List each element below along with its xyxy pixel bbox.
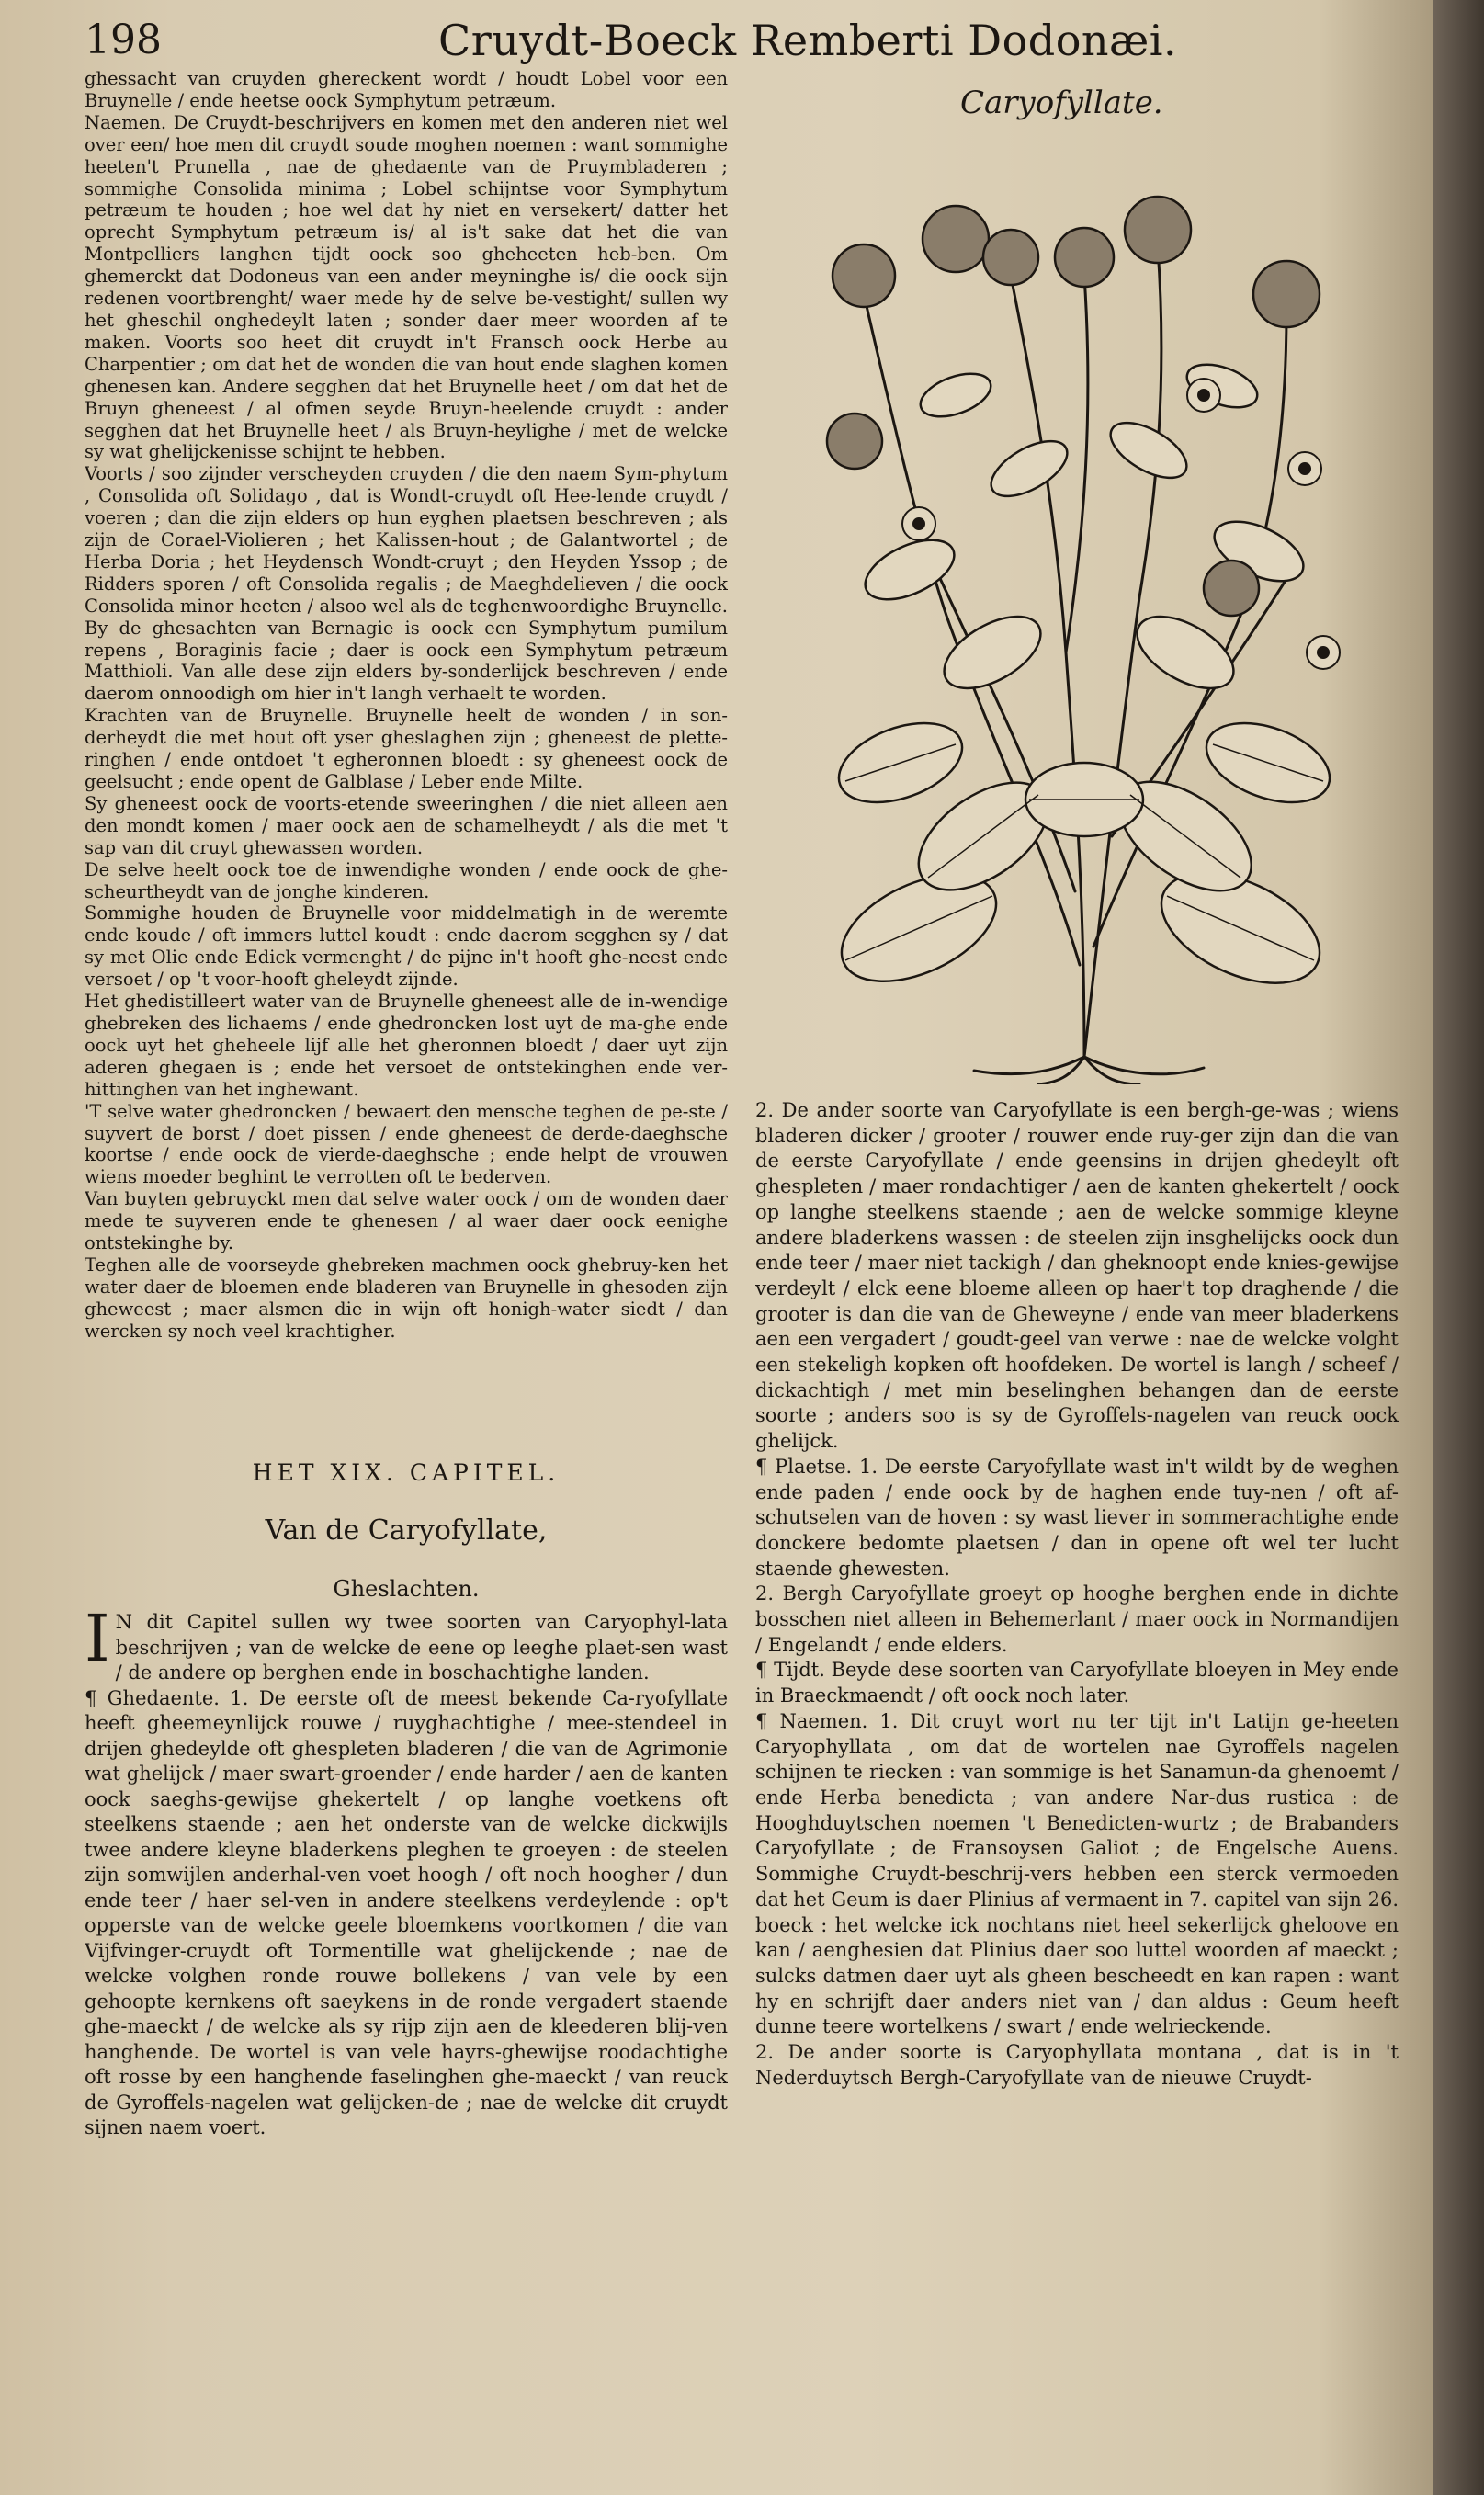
running-title: Cruydt-Boeck Remberti Dodonæi. xyxy=(438,16,1178,65)
left-column-bottom xyxy=(85,1610,728,2244)
page-edge-shadow xyxy=(1433,0,1484,2495)
paragraph: N dit Capitel sullen wy twee soorten van Caryophyl-lata beschrijven ; van de welcke de eene op leeghe plaet-sen wast / de andere op berghen ende in boschachtighe landen. xyxy=(115,1611,728,1684)
paragraph: ¶ Plaetse. 1. De eerste Caryofyllate wast in't wildt by de weghen ende paden / ende oock by de haghen ende tuy-nen / oft af-schutselen van de hoven : sy wast liever in sommerachtighe ende donckere bedomte plaetsen / dan in opene oft wel ter lucht staende ghewesten. xyxy=(755,1455,1399,1580)
figure-caption: Caryofyllate. xyxy=(960,85,1163,121)
chapter-heading: HET XIX. CAPITEL. xyxy=(252,1459,561,1486)
plant-woodcut-figure xyxy=(809,138,1360,1084)
paragraph: Sommighe houden de Bruynelle voor middelmatigh in de weremte ende koude / oft immers luttel koudt : ende daerom segghen sy / dat sy met Olie ende Edick vermenght / de pijne in't hooft ghe-neest ende versoet / op 't voor-hooft gheleydt zijnde. xyxy=(85,902,728,991)
page-header xyxy=(85,11,1408,70)
paragraph: Krachten van de Bruynelle. Bruynelle heelt de wonden / in son-derheydt die met hout oft yser gheslaghen zijn ; gheneest de plette-ringhen / ende ontdoet 't egheronnen bloedt : sy gheneest oock de geelsucht ; ende opent de Galblase / Leber ende Milte. xyxy=(85,705,728,792)
paragraph: ¶ Naemen. 1. Dit cruyt wort nu ter tijt in't Latijn ge-heeten Caryophyllata , om dat de wortelen nae Gyroffels nagelen schijnen te riecken : van sommige is het Sanamun-da ghenoemt / ende Herba benedicta ; van andere Nar-dus rustica : de Hooghduytschen noemen 't Benedicten-wurtz ; de Brabanders Caryofyllate ; de Fransoysen Galiot ; de Engelsche Auens. Sommighe Cruydt-beschrij-vers hebben een sterck vermoeden dat het Geum is daer Plinius af vermaent in 7. capitel van sijn 26. boeck : het welcke ick nochtans niet heel sekerlijck gheloove en kan / aenghesien dat Plinius daer soo luttel woorden af maeckt ; sulcks datmen daer uyt als gheen bescheedt en kan rapen : want hy en schrijft daer anders niet van / dan aldus : Geum heeft dunne teere wortelkens / swart / ende welrieckende. xyxy=(755,1709,1399,2038)
page-number: 198 xyxy=(85,17,162,63)
paragraph: Voorts / soo zijnder verscheyden cruyden / die den naem Sym-phytum , Consolida oft Solidago , dat is Wondt-cruydt oft Hee-lende cruydt / voeren ; dan die zijn elders op hun eyghen plaetsen beschreven ; als zijn de Corael-Violieren ; het Kalissen-hout ; de Galantwortel ; de Herba Doria ; het Heydensch Wondt-cruyt ; den Heyden Yssop ; de Ridders sporen / oft Consolida regalis ; de Maeghdelieven / die oock Consolida minor heeten / alsoo wel als de teghenwoordighe Bruynelle. By de ghesachten van Bernagie is oock een Symphytum pumilum repens , Boraginis facie ; daer is oock een Symphytum petræum Matthioli. Van alle dese zijn elders by-sonderlijck beschreven / ende daerom onnoodigh om hier in't langh verhaelt te worden. xyxy=(85,463,728,705)
paragraph: Van buyten gebruyckt men dat selve water oock / om de wonden daer mede te suyveren ende te ghenesen / al waer daer oock eenighe ontstekinghe by. xyxy=(85,1188,728,1254)
paragraph: Naemen. De Cruydt-beschrijvers en komen met den anderen niet wel over een/ hoe men dit cruydt soude moghen noemen : want sommighe heeten't Prunella , nae de ghedaente van de Pruymbladeren ; sommighe Consolida minima ; Lobel schijntse voor Symphytum petræum te houden ; hoe wel dat hy niet en versekert/ datter het oprecht Symphytum petræum is/ al is't sake dat het die van Montpelliers langhen tijdt oock soo gheheeten heb-ben. Om ghemerckt dat Dodoneus van een ander meyninghe is/ die oock sijn redenen voortbrenght/ waer mede hy de selve be-vestight/ sullen wy het gheschil onghedeylt laten ; sonder daer meer woorden af te maken. Voorts soo heet dit cruydt in't Fransch oock Herbe au Charpentier ; om dat het de wonden die van hout ende slaghen komen ghenesen kan. Andere segghen dat het Bruynelle heet / om dat het de Bruyn gheneest / al ofmen seyde Bruyn-heelende cruydt : ander segghen dat het Bruynelle heet / als Bruyn-heylighe / met de welcke sy wat ghelijckenisse schijnt te hebben. xyxy=(85,111,728,463)
plant-woodcut-icon xyxy=(809,138,1360,1084)
paragraph: 2. De ander soorte van Caryofyllate is een bergh-ge-was ; wiens bladeren dicker / grooter / rouwer ende ruy-ger zijn dan die van de eerste Caryofyllate / ende geensins in drijen ghedeylt oft ghespleten / maer rondachtiger / aen de kanten ghekertelt / oock op langhe steelkens staende ; aen de welcke sommige kleyne andere bladerkens wassen : de steelen zijn insghelijcks oock dun ende teer / maer niet tackigh / dan gheknoopt ende knies-gewijse verdeylt / elck eene bloeme alleen op haer't top draghende / die grooter is dan die van de Gheweyne / ende van meer bladerkens aen een vergadert / goudt-geel van verwe : nae de welcke volght een stekeligh kopken oft hoofdeken. De wortel is langh / scheef / dickachtigh / met min beselinghen behangen dan de eerste soorte ; anders soo is sy de Gyroffels-nagelen van reuck oock ghelijck. xyxy=(755,1099,1399,1453)
paragraph: Teghen alle de voorseyde ghebreken machmen oock ghebruy-ken het water daer de bloemen ende bladeren van Bruynelle in ghesoden zijn gheweest ; maer alsmen die in wijn oft honigh-water siedt / dan wercken sy noch veel krachtigher. xyxy=(85,1253,728,1342)
left-column-top xyxy=(85,68,728,1446)
section-title: Gheslachten. xyxy=(333,1576,480,1602)
paragraph: 'T selve water ghedroncken / bewaert den mensche teghen de pe-ste / suyvert de borst / doet pissen / ende gheneest de derde-daeghsche koortse / ende oock de vierde-daeghsche ; ende helpt de vrouwen wiens moeder beghint te verrotten oft te bederven. xyxy=(85,1100,728,1188)
paragraph: ¶ Ghedaente. 1. De eerste oft de meest bekende Ca-ryofyllate heeft gheemeynlijck rouwe / ruyghachtighe / mee-stendeel in drijen ghedeylde oft ghespleten bladeren / die van de Agrimonie wat ghelijck / maer swart-groender / ende harder / aen de kanten oock saeghs-gewijse ghekertelt / op langhe voetkens oft steelkens staende ; aen het onderste van de welcke dickwijls twee andere kleyne bladerkens pleghen te groeyen : de steelen zijn somwijlen anderhal-ven voet hoogh / oft noch hoogher / dun ende teer / haer sel-ven in andere steelkens verdeylende : op't opperste van de welcke geele bloemkens voortkomen / die van Vijfvinger-cruydt oft Tormentille wat ghelijckende ; nae de welcke volghen ronde rouwe bollekens / van vele by een gehoopte kernkens oft saeykens in de ronde vergadert staende ghe-maeckt / de welcke als sy rijp zijn aen de kleederen blij-ven hanghende. De wortel is van vele hayrs-ghewijse roodachtighe oft rosse by een hanghende faselinghen ghe-maeckt / van reuck de Gyroffels-nagelen wat gelijcken-de ; nae de welcke dit cruydt sijnen naem voert. xyxy=(85,1686,728,2138)
paragraph: Het ghedistilleert water van de Bruynelle gheneest alle de in-wendige ghebreken des lichaems / ende ghedroncken lost uyt de ma-ghe ende oock uyt het gheheele lijf alle het gheronnen bloedt / daer uyt zijn aderen ghegaen is ; ende het versoet de ontstekinghen ende ver-hittinghen van het inghewant. xyxy=(85,991,728,1100)
right-column-bottom xyxy=(755,1098,1399,2265)
drop-cap: I xyxy=(85,1610,110,1676)
paragraph: ghessacht van cruyden ghereckent wordt / houdt Lobel voor een Bruynelle / ende heetse oock Symphytum petræum. xyxy=(85,68,728,111)
paragraph: Sy gheneest oock de voorts-etende sweeringhen / die niet alleen aen den mondt komen / maer oock aen de schamelheydt / als die met 't sap van dit cruyt ghewassen worden. xyxy=(85,792,728,858)
paragraph: 2. De ander soorte is Caryophyllata montana , dat is in 't Nederduytsch Bergh-Caryofyllate van de nieuwe Cruydt- xyxy=(755,2041,1399,2089)
paragraph: 2. Bergh Caryofyllate groeyt op hooghe berghen ende in dichte bosschen niet alleen in Behemerlant / maer oock in Normandijen / Engelandt / ende elders. xyxy=(755,1582,1399,1656)
paragraph: ¶ Tijdt. Beyde dese soorten van Caryofyllate bloeyen in Mey ende in Braeckmaendt / oft oock noch later. xyxy=(755,1659,1399,1707)
chapter-title: Van de Caryofyllate, xyxy=(265,1514,548,1547)
paragraph: De selve heelt oock toe de inwendighe wonden / ende oock de ghe-scheurtheydt van de jonghe kinderen. xyxy=(85,858,728,902)
